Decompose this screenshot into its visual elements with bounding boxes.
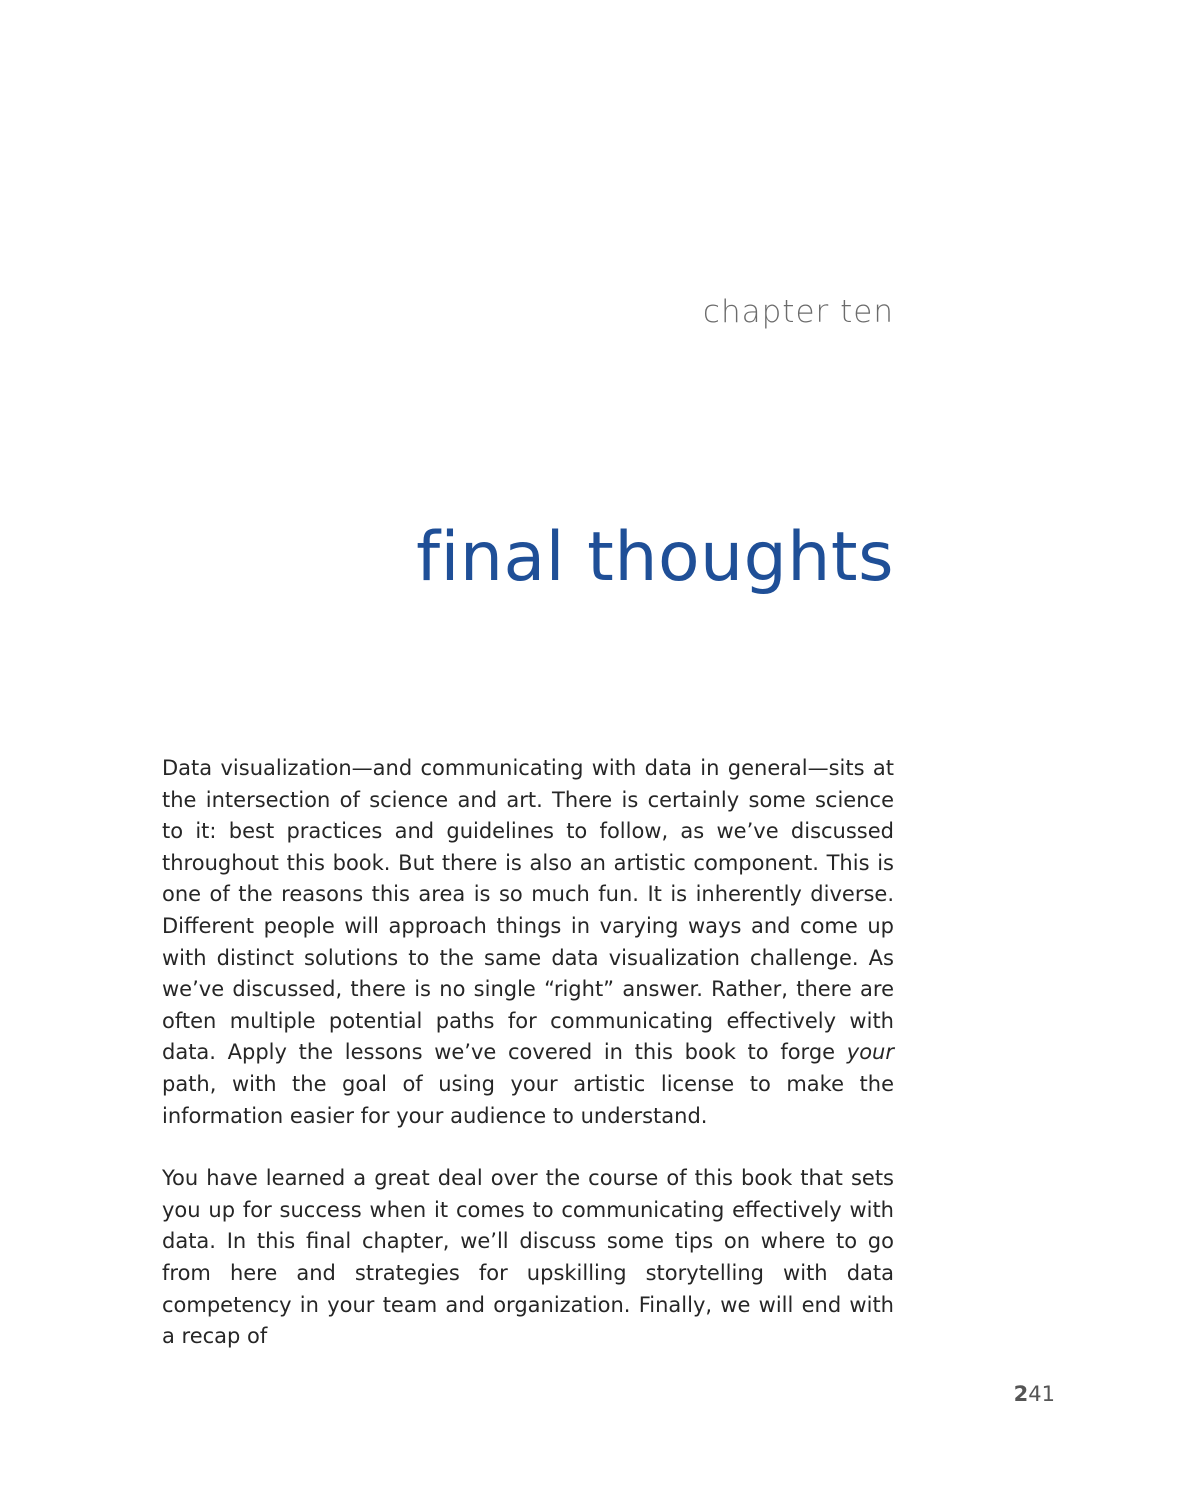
paragraph-1-emphasis: your (846, 1040, 894, 1065)
paragraph-1-text-end: path, with the goal of using your artistic license to make the information easier for your audience to understand. (162, 1071, 894, 1128)
chapter-title: final thoughts (416, 518, 894, 597)
page-number (1014, 1382, 1055, 1406)
paragraph-1-text-start: Data visualization—and communicating with data in general—sits at the intersection of science and art. There is certainly some science to it: best practices and guidelines to follow, as we’ve discussed throughout this book. But there is also an artistic component. This is one of the reasons this area is so much fun. It is inherently diverse. Different people will approach things in varying ways and come up with distinct solutions to the same data visualization challenge. As we’ve discussed, there is no single “right” answer. Rather, there are often multiple potential paths for communicating effectively with data. Apply the lessons we’ve covered in this book to forge (162, 756, 894, 1065)
paragraph-1 (162, 753, 894, 1132)
chapter-body (162, 753, 894, 1353)
page-number-rest: 41 (1028, 1382, 1055, 1406)
paragraph-2: You have learned a great deal over the course of this book that sets you up for success when it comes to communicating effectively with data. In this final chapter, we’ll discuss some tips on where to go from here and strategies for upskilling storytelling with data competency in your team and organization. Finally, we will end with a recap of (162, 1166, 894, 1349)
chapter-label: chapter ten (702, 294, 894, 330)
page-number-lead: 2 (1013, 1382, 1029, 1406)
